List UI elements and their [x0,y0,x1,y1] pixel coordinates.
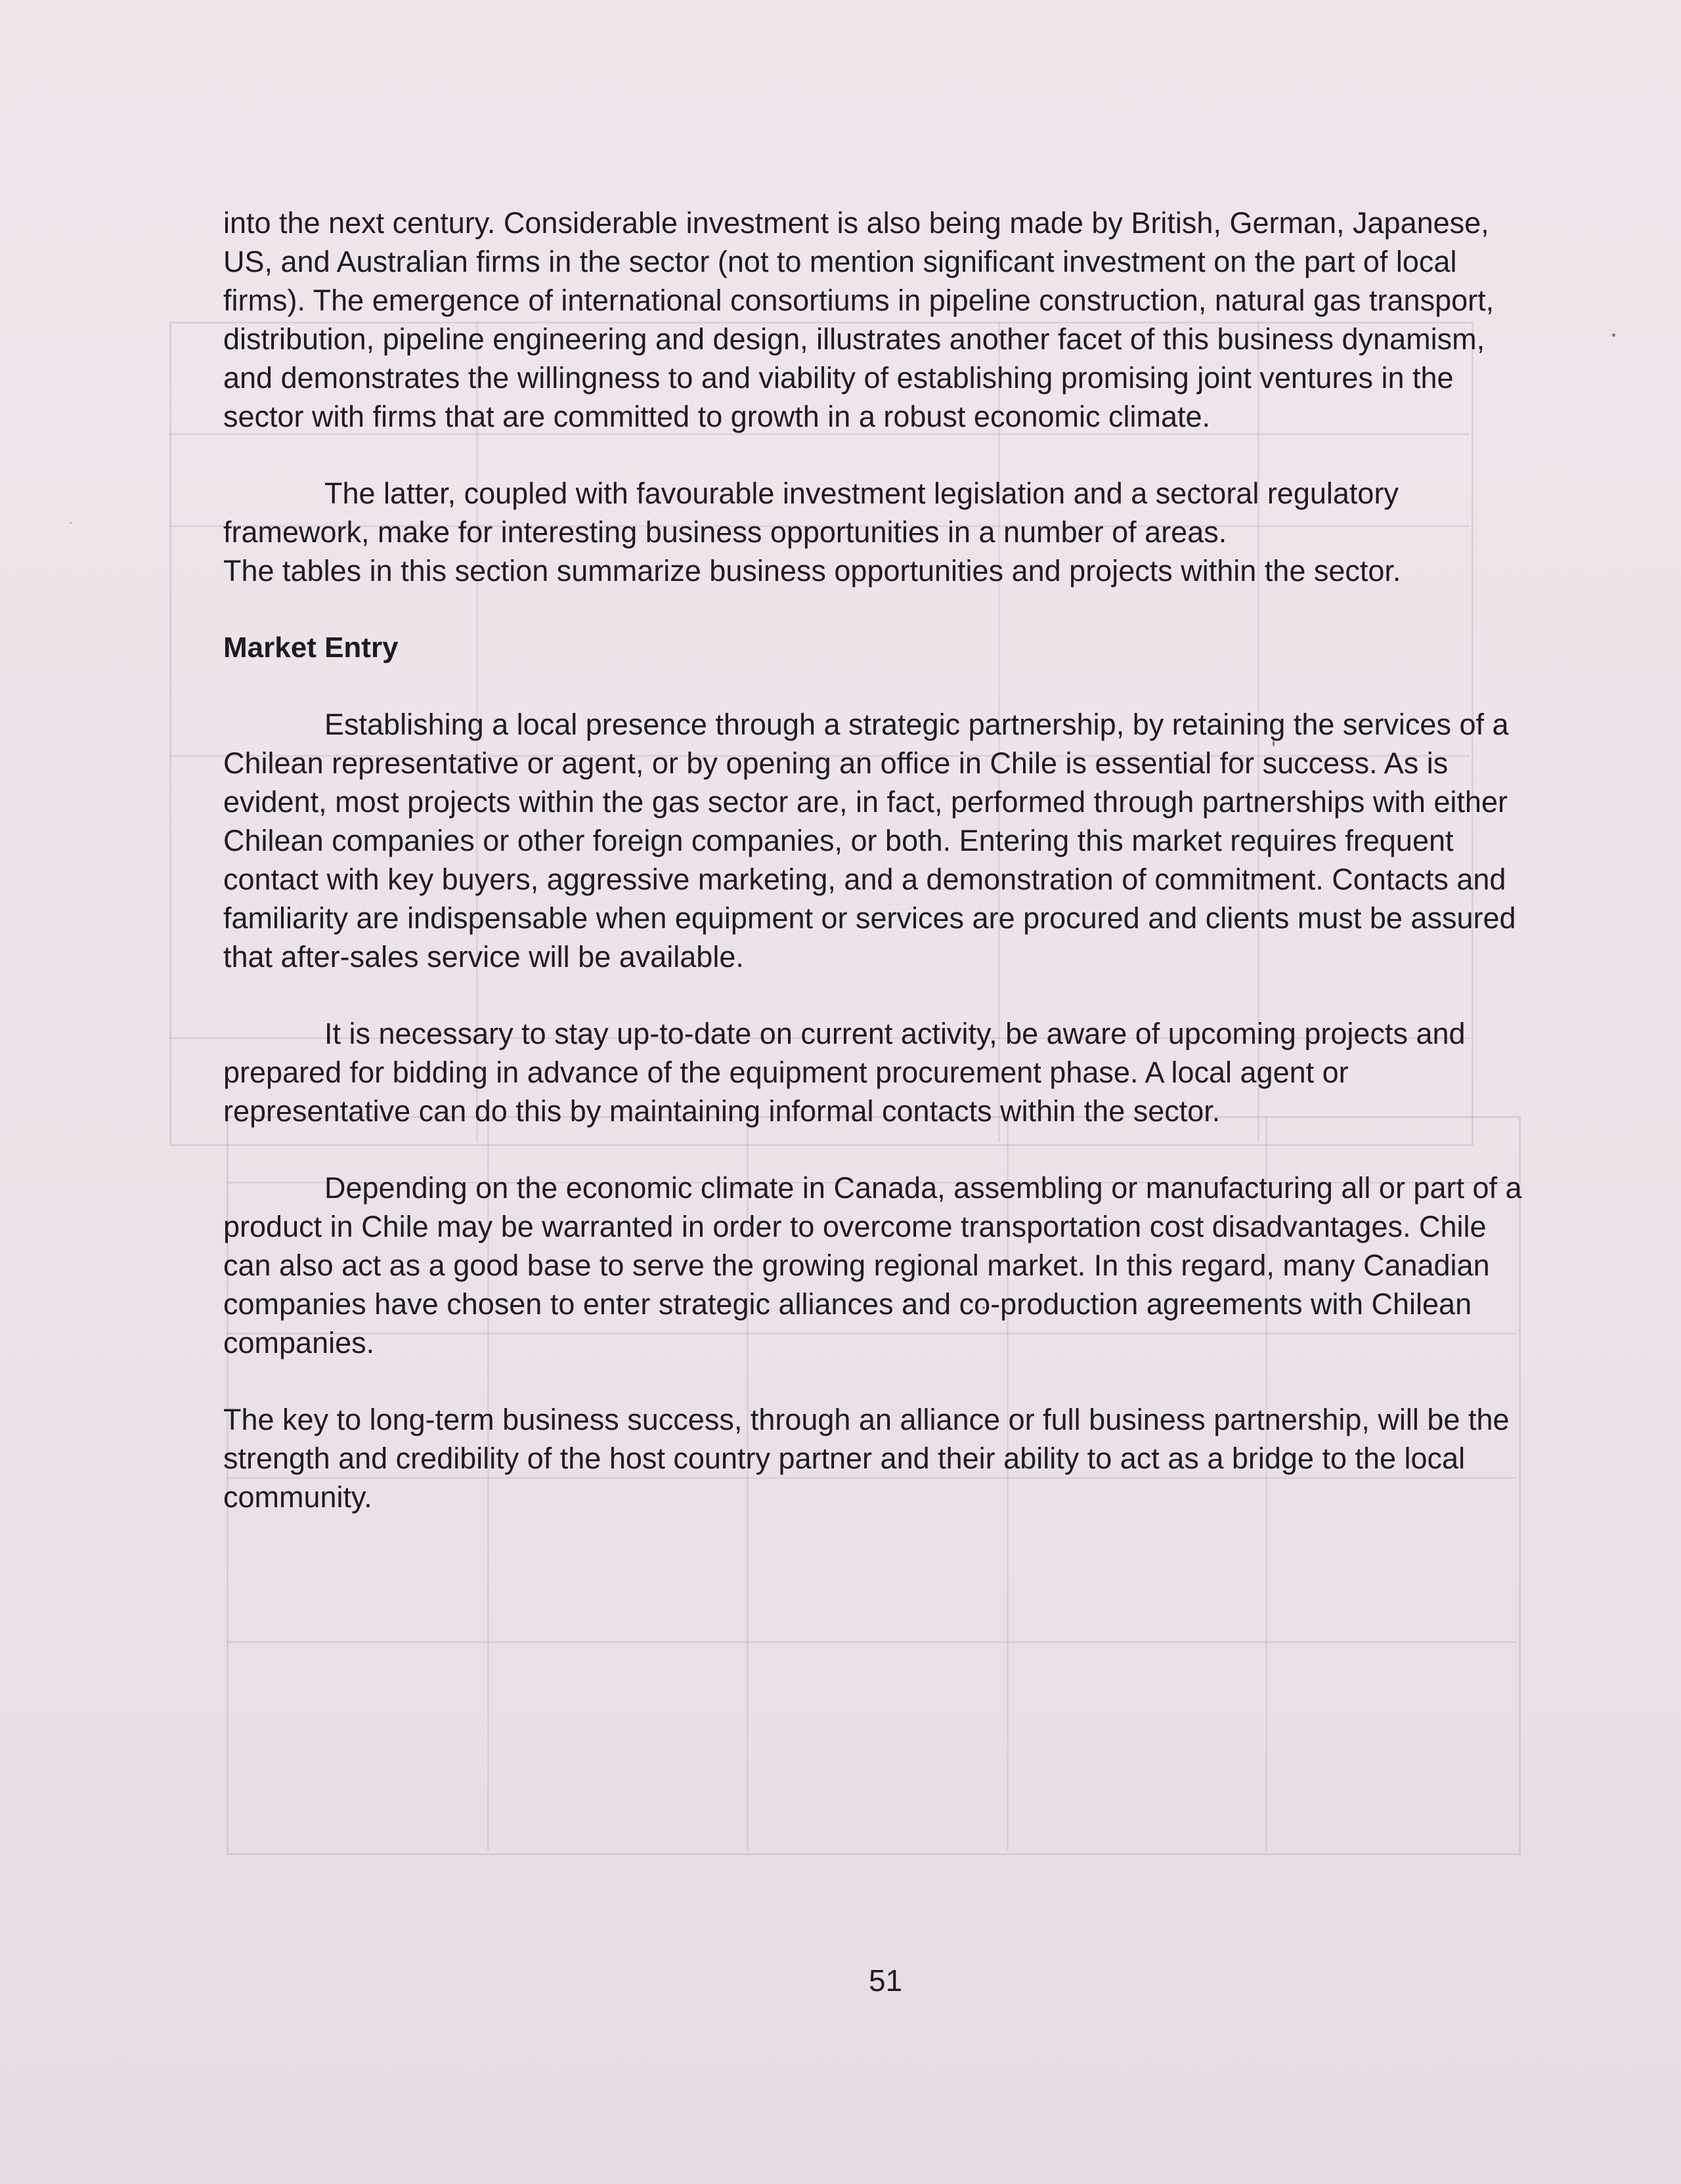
paragraph-tables-summary: The tables in this section summarize business opportunities and projects within the sector. [223,554,1401,588]
paragraph-local-presence: Establishing a local presence through a strategic partnership, by retaining the services of a Chilean representative or agent, or by opening an office in Chile is essential for success. As is evident, most projects within the gas sector are, in fact, performed through partnerships with either Chilean companies or other foreign companies, or both. Entering this market requires frequent contact with key buyers, aggressive marketing, and a demonstration of commitment. Contacts and familiarity are indispensable when equipment or services are procured and clients must be assured that after-sales service will be available. [223,708,1516,974]
paragraph-key-success: The key to long-term business success, through an alliance or full business partnership, will be the strength and credibility of the host country partner and their ability to act as a bridge to the local community. [223,1403,1510,1514]
section-heading-market-entry: Market Entry [223,632,399,664]
paper-speck [1612,333,1615,337]
paragraph-investment: into the next century. Considerable investment is also being made by British, German, Japanese, US, and Australian firms in the sector (not to mention significant investment on the part of local firms). The emergence of international consortiums in pipeline construction, natural gas transport, distribution, pipeline engineering and design, illustrates another facet of this business dynamism, and demonstrates the willingness to and viability of establishing promising joint ventures in the sector with firms that are committed to growth in a robust economic climate. [223,206,1495,433]
document-body [223,203,1530,1516]
paragraph-up-to-date: It is necessary to stay up-to-date on current activity, be aware of upcoming projects and prepared for bidding in advance of the equipment procurement phase. A local agent or representative can do this by maintaining informal contacts within the sector. [223,1017,1466,1128]
bleed-through-rule [227,1641,1517,1643]
paragraph-opportunities: The latter, coupled with favourable investment legislation and a sectoral regulatory framework, make for interesting business opportunities in a number of areas. [223,477,1399,549]
paper-speck [70,522,72,524]
paragraph-economic-climate: Depending on the economic climate in Canada, assembling or manufacturing all or part of a product in Chile may be warranted in order to overcome transportation cost disadvantages. Chile can also act as a good base to serve the growing regional market. In this regard, many Canadian companies have chosen to enter strategic alliances and co-production agreements with Chilean companies. [223,1171,1522,1360]
page-number: 51 [869,1963,903,1998]
